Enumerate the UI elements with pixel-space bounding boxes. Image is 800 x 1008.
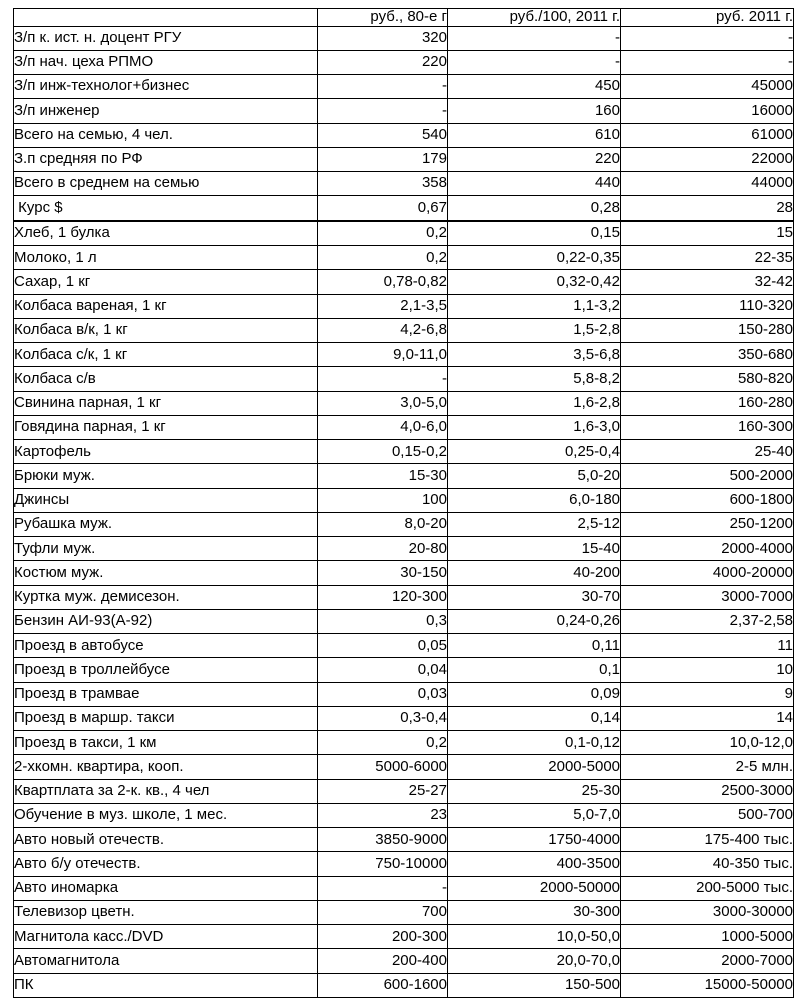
row-value: 580-820	[621, 367, 794, 391]
row-value: 610	[448, 123, 621, 147]
row-value: 2000-7000	[621, 949, 794, 973]
row-label: Авто б/у отечеств.	[14, 852, 318, 876]
row-value: 61000	[621, 123, 794, 147]
row-value: 160-300	[621, 415, 794, 439]
row-value: 20-80	[318, 537, 448, 561]
row-value: 4,0-6,0	[318, 415, 448, 439]
row-value: -	[318, 99, 448, 123]
row-value: 22000	[621, 147, 794, 171]
table-row	[14, 367, 794, 391]
table-row	[14, 343, 794, 367]
row-value: 120-300	[318, 585, 448, 609]
table-row	[14, 537, 794, 561]
row-label: Проезд в автобусе	[14, 634, 318, 658]
row-value: 200-5000 тыс.	[621, 876, 794, 900]
row-value: 0,04	[318, 658, 448, 682]
row-value: -	[448, 50, 621, 74]
row-value: 9,0-11,0	[318, 343, 448, 367]
row-value: 0,3-0,4	[318, 706, 448, 730]
row-value: 15	[621, 221, 794, 245]
row-value: 0,28	[448, 196, 621, 220]
row-value: 0,67	[318, 196, 448, 220]
table-row	[14, 147, 794, 171]
row-value: 10	[621, 658, 794, 682]
row-value: 5,0-20	[448, 464, 621, 488]
table-row	[14, 440, 794, 464]
row-value: 200-300	[318, 925, 448, 949]
row-value: 2,5-12	[448, 512, 621, 536]
table-row	[14, 123, 794, 147]
table-row	[14, 949, 794, 973]
table-row	[14, 246, 794, 270]
row-label: Проезд в троллейбусе	[14, 658, 318, 682]
row-value: 1750-4000	[448, 828, 621, 852]
row-value: 160-280	[621, 391, 794, 415]
row-label: Проезд в такси, 1 км	[14, 731, 318, 755]
table-row	[14, 26, 794, 50]
header-rub-2011: руб. 2011 г.	[621, 9, 794, 27]
row-value: 3850-9000	[318, 828, 448, 852]
row-value: 28	[621, 196, 794, 220]
table-row	[14, 221, 794, 245]
row-value: -	[448, 26, 621, 50]
table-row	[14, 706, 794, 730]
row-value: -	[621, 26, 794, 50]
row-value: 600-1800	[621, 488, 794, 512]
row-value: 750-10000	[318, 852, 448, 876]
row-label: Свинина парная, 1 кг	[14, 391, 318, 415]
row-value: 30-70	[448, 585, 621, 609]
row-value: 0,05	[318, 634, 448, 658]
row-value: -	[318, 75, 448, 99]
row-value: 175-400 тыс.	[621, 828, 794, 852]
row-value: 3000-7000	[621, 585, 794, 609]
row-value: 0,32-0,42	[448, 270, 621, 294]
row-value: 40-350 тыс.	[621, 852, 794, 876]
table-row	[14, 561, 794, 585]
table-row	[14, 270, 794, 294]
header-rub-80s: руб., 80-е г	[318, 9, 448, 27]
row-value: 450	[448, 75, 621, 99]
row-value: 0,78-0,82	[318, 270, 448, 294]
row-value: 540	[318, 123, 448, 147]
header-corner-cell	[14, 9, 318, 27]
row-value: 4,2-6,8	[318, 318, 448, 342]
row-value: 220	[318, 50, 448, 74]
row-value: 15000-50000	[621, 973, 794, 997]
row-label: Колбаса в/к, 1 кг	[14, 318, 318, 342]
row-value: 10,0-12,0	[621, 731, 794, 755]
row-value: 2500-3000	[621, 779, 794, 803]
row-value: 358	[318, 172, 448, 196]
row-label: Говядина парная, 1 кг	[14, 415, 318, 439]
row-value: 200-400	[318, 949, 448, 973]
row-value: 10,0-50,0	[448, 925, 621, 949]
table-row	[14, 731, 794, 755]
row-value: 5,0-7,0	[448, 803, 621, 827]
row-value: -	[318, 876, 448, 900]
row-label: Квартплата за 2-к. кв., 4 чел	[14, 779, 318, 803]
row-value: 0,2	[318, 246, 448, 270]
row-value: 25-27	[318, 779, 448, 803]
row-value: 0,1	[448, 658, 621, 682]
row-label: Авто иномарка	[14, 876, 318, 900]
row-value: 0,03	[318, 682, 448, 706]
row-value: 25-30	[448, 779, 621, 803]
row-label: З.п средняя по РФ	[14, 147, 318, 171]
row-label: Сахар, 1 кг	[14, 270, 318, 294]
row-label: Автомагнитола	[14, 949, 318, 973]
row-label: Молоко, 1 л	[14, 246, 318, 270]
row-value: 5000-6000	[318, 755, 448, 779]
row-label: Авто новый отечеств.	[14, 828, 318, 852]
row-value: 3,5-6,8	[448, 343, 621, 367]
table-row	[14, 172, 794, 196]
row-value: 9	[621, 682, 794, 706]
row-label: Колбаса с/в	[14, 367, 318, 391]
row-value: 0,24-0,26	[448, 609, 621, 633]
row-value: 500-2000	[621, 464, 794, 488]
row-label: Туфли муж.	[14, 537, 318, 561]
row-value: 0,14	[448, 706, 621, 730]
row-value: 1,6-2,8	[448, 391, 621, 415]
table-row	[14, 755, 794, 779]
row-value: 0,2	[318, 731, 448, 755]
row-value: 400-3500	[448, 852, 621, 876]
row-value: 23	[318, 803, 448, 827]
row-value: 440	[448, 172, 621, 196]
row-value: 1,6-3,0	[448, 415, 621, 439]
row-label: Всего в среднем на семью	[14, 172, 318, 196]
table-row	[14, 828, 794, 852]
price-comparison-table	[13, 8, 794, 998]
row-value: 110-320	[621, 294, 794, 318]
header-row	[14, 9, 794, 27]
row-value: 15-30	[318, 464, 448, 488]
row-value: 3,0-5,0	[318, 391, 448, 415]
table-row	[14, 900, 794, 924]
table-row	[14, 488, 794, 512]
row-label: Бензин АИ-93(А-92)	[14, 609, 318, 633]
table-row	[14, 876, 794, 900]
table-row	[14, 196, 794, 220]
row-value: 350-680	[621, 343, 794, 367]
row-value: 6,0-180	[448, 488, 621, 512]
row-value: 150-280	[621, 318, 794, 342]
row-label: Магнитола касс./DVD	[14, 925, 318, 949]
row-label: Телевизор цветн.	[14, 900, 318, 924]
row-value: 160	[448, 99, 621, 123]
table-row	[14, 609, 794, 633]
row-value: 15-40	[448, 537, 621, 561]
table-row	[14, 634, 794, 658]
row-value: 0,1-0,12	[448, 731, 621, 755]
table-row	[14, 415, 794, 439]
row-value: 45000	[621, 75, 794, 99]
table-row	[14, 50, 794, 74]
row-value: 2000-4000	[621, 537, 794, 561]
row-value: -	[621, 50, 794, 74]
table-row	[14, 973, 794, 997]
table-row	[14, 318, 794, 342]
row-value: 2000-5000	[448, 755, 621, 779]
row-value: 20,0-70,0	[448, 949, 621, 973]
row-label: Колбаса вареная, 1 кг	[14, 294, 318, 318]
row-value: 0,2	[318, 221, 448, 245]
row-label: Колбаса с/к, 1 кг	[14, 343, 318, 367]
row-label: З/п к. ист. н. доцент РГУ	[14, 26, 318, 50]
row-label: Обучение в муз. школе, 1 мес.	[14, 803, 318, 827]
row-value: 0,25-0,4	[448, 440, 621, 464]
table-row	[14, 294, 794, 318]
row-value: 1000-5000	[621, 925, 794, 949]
row-label: Хлеб, 1 булка	[14, 221, 318, 245]
table-row	[14, 99, 794, 123]
row-value: 600-1600	[318, 973, 448, 997]
row-value: 2-5 млн.	[621, 755, 794, 779]
table-row	[14, 512, 794, 536]
row-value: 3000-30000	[621, 900, 794, 924]
row-value: 0,15	[448, 221, 621, 245]
table-row	[14, 75, 794, 99]
row-value: 4000-20000	[621, 561, 794, 585]
row-label: Картофель	[14, 440, 318, 464]
table-row	[14, 391, 794, 415]
row-value: 22-35	[621, 246, 794, 270]
row-value: 220	[448, 147, 621, 171]
row-value: 0,3	[318, 609, 448, 633]
row-value: 100	[318, 488, 448, 512]
row-value: 0,09	[448, 682, 621, 706]
row-value: 32-42	[621, 270, 794, 294]
row-value: 0,15-0,2	[318, 440, 448, 464]
row-value: 25-40	[621, 440, 794, 464]
row-value: 2,1-3,5	[318, 294, 448, 318]
row-value: 320	[318, 26, 448, 50]
table-row	[14, 803, 794, 827]
row-label: Рубашка муж.	[14, 512, 318, 536]
header-rub-per-100-2011: руб./100, 2011 г.	[448, 9, 621, 27]
row-value: 40-200	[448, 561, 621, 585]
row-value: 30-150	[318, 561, 448, 585]
row-value: 0,11	[448, 634, 621, 658]
row-label: Проезд в трамвае	[14, 682, 318, 706]
row-label: Всего на семью, 4 чел.	[14, 123, 318, 147]
table-row	[14, 585, 794, 609]
row-value: 44000	[621, 172, 794, 196]
row-label: З/п инж-технолог+бизнес	[14, 75, 318, 99]
row-label: З/п нач. цеха РПМО	[14, 50, 318, 74]
row-value: 14	[621, 706, 794, 730]
table-row	[14, 682, 794, 706]
row-value: 2,37-2,58	[621, 609, 794, 633]
row-label: Курс $	[14, 196, 318, 220]
row-label: 2-хкомн. квартира, кооп.	[14, 755, 318, 779]
row-value: 179	[318, 147, 448, 171]
row-value: 5,8-8,2	[448, 367, 621, 391]
row-label: ПК	[14, 973, 318, 997]
row-label: Брюки муж.	[14, 464, 318, 488]
row-label: Куртка муж. демисезон.	[14, 585, 318, 609]
row-value: 11	[621, 634, 794, 658]
row-label: Проезд в маршр. такси	[14, 706, 318, 730]
table-row	[14, 464, 794, 488]
row-value: 16000	[621, 99, 794, 123]
row-value: 30-300	[448, 900, 621, 924]
row-value: 8,0-20	[318, 512, 448, 536]
row-value: 700	[318, 900, 448, 924]
row-value: 500-700	[621, 803, 794, 827]
price-table-body	[14, 26, 794, 998]
row-value: 1,1-3,2	[448, 294, 621, 318]
table-row	[14, 658, 794, 682]
table-row	[14, 925, 794, 949]
table-row	[14, 779, 794, 803]
row-value: 1,5-2,8	[448, 318, 621, 342]
table-row	[14, 852, 794, 876]
row-value: 250-1200	[621, 512, 794, 536]
row-value: -	[318, 367, 448, 391]
row-label: З/п инженер	[14, 99, 318, 123]
row-label: Джинсы	[14, 488, 318, 512]
row-label: Костюм муж.	[14, 561, 318, 585]
row-value: 0,22-0,35	[448, 246, 621, 270]
row-value: 2000-50000	[448, 876, 621, 900]
row-value: 150-500	[448, 973, 621, 997]
